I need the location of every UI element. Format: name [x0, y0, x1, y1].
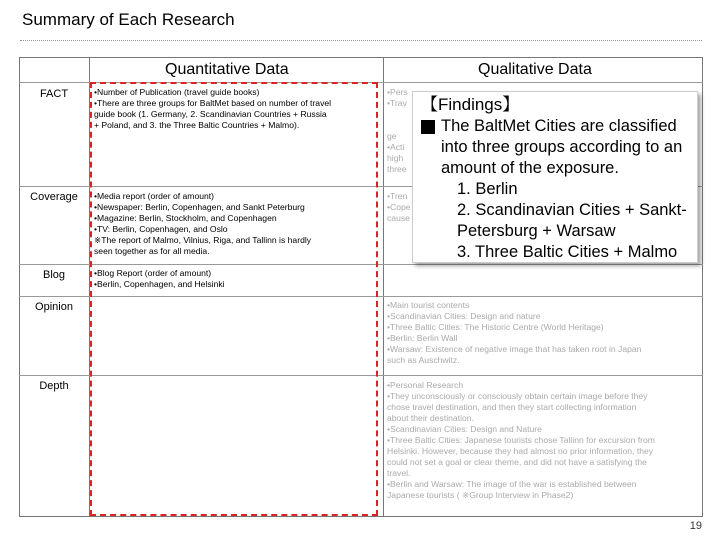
text-line: seen together as for all media.	[94, 246, 210, 256]
text-line: •Tren	[387, 191, 408, 201]
text-line: could not set a goal or clear theme, and did not have a satisfying the	[387, 457, 647, 467]
text-line: •Trav	[387, 98, 407, 108]
text-line: •Scandinavian Cities: Design and Nature	[387, 424, 542, 434]
text-line: ge	[387, 131, 397, 141]
text-line: •Main tourist contents	[387, 300, 470, 310]
findings-item: 3. Three Baltic Cities + Malmo	[457, 243, 678, 261]
findings-list	[421, 179, 691, 263]
findings-item: Petersburg + Warsaw	[457, 222, 616, 240]
text-line: •Berlin: Berlin Wall	[387, 333, 458, 343]
text-line: •Blog Report (order of amount)	[94, 268, 212, 278]
page-title: Summary of Each Research	[22, 10, 235, 29]
header-qualitative: Qualitative Data	[478, 61, 592, 78]
text-line	[387, 120, 408, 131]
text-line: •Scandinavian Cities: Design and nature	[387, 311, 541, 321]
text-line: •Berlin and Warsaw: The image of the war is established between	[387, 479, 637, 489]
findings-callout	[412, 91, 698, 263]
text-line: + Poland, and 3. the Three Baltic Countries + Malmo).	[94, 120, 300, 130]
row-label-depth: Depth	[39, 380, 69, 392]
text-line: •Pers	[387, 87, 408, 97]
highlight-box	[90, 82, 378, 516]
row-label-coverage: Coverage	[30, 191, 78, 203]
text-line: •Number of Publication (travel guide books)	[94, 87, 260, 97]
title-divider	[20, 40, 702, 41]
page-number: 19	[689, 520, 702, 532]
text-line: ※The report of Malmo, Vilnius, Riga, and Tallinn is hardly	[94, 235, 312, 245]
text-line: •Three Baltic Cities: Japanese tourists chose Tallinn for excursion from	[387, 435, 655, 445]
findings-main-point	[421, 116, 691, 179]
text-line: three	[387, 164, 407, 174]
text-line: •TV: Berlin, Copenhagen, and Oslo	[94, 224, 228, 234]
text-line: •There are three groups for BaltMet based on number of travel	[94, 98, 332, 108]
text-line: such as Auschwitz.	[387, 355, 460, 365]
text-line	[387, 109, 408, 120]
text-line: travel.	[387, 468, 411, 478]
qualitative-opinion-cell	[387, 300, 641, 366]
text-line: Helsinki. However, because they had almost no prior information, they	[387, 446, 654, 456]
qualitative-depth-cell	[387, 380, 655, 501]
findings-main-text: The BaltMet Cities are classified into three groups according to an amount of the exposure.	[441, 117, 683, 177]
findings-heading: 【Findings】	[421, 95, 520, 114]
header-quantitative: Quantitative Data	[165, 61, 289, 78]
column-divider	[383, 57, 384, 517]
text-line: cause	[387, 213, 410, 223]
row-label-blog: Blog	[42, 269, 66, 281]
text-line: guide book (1. Germany, 2. Scandinavian Countries + Russia	[94, 109, 327, 119]
text-line: •Media report (order of amount)	[94, 191, 215, 201]
text-line: •Warsaw: Existence of negative image that has taken root in Japan	[387, 344, 642, 354]
text-line: •Personal Research	[387, 380, 464, 390]
text-line: •Acti	[387, 142, 405, 152]
square-bullet-icon	[421, 120, 435, 134]
text-line: •Cope	[387, 202, 411, 212]
row-label-opinion: Opinion	[35, 301, 73, 313]
findings-item: 2. Scandinavian Cities + Sankt-	[457, 201, 687, 219]
text-line: Japanese tourists ( ※Group Interview in Phase2)	[387, 490, 574, 500]
row-label-fact: FACT	[39, 88, 69, 100]
text-line: •Magazine: Berlin, Stockholm, and Copenhagen	[94, 213, 277, 223]
text-line: •Berlin, Copenhagen, and Helsinki	[94, 279, 225, 289]
text-line: •They unconsciously or consciously obtain certain image before they	[387, 391, 648, 401]
text-line: •Three Baltic Cities: The Historic Centre (World Heritage)	[387, 322, 604, 332]
qualitative-fact-cell	[387, 87, 408, 175]
text-line: chose travel destination, and then they start collecting information	[387, 402, 637, 412]
text-line: •Newspaper: Berlin, Copenhagen, and Sankt Peterburg	[94, 202, 305, 212]
text-line: high	[387, 153, 404, 163]
qualitative-coverage-cell	[387, 191, 411, 224]
findings-item: 1. Berlin	[457, 180, 518, 198]
text-line: about their destination.	[387, 413, 474, 423]
